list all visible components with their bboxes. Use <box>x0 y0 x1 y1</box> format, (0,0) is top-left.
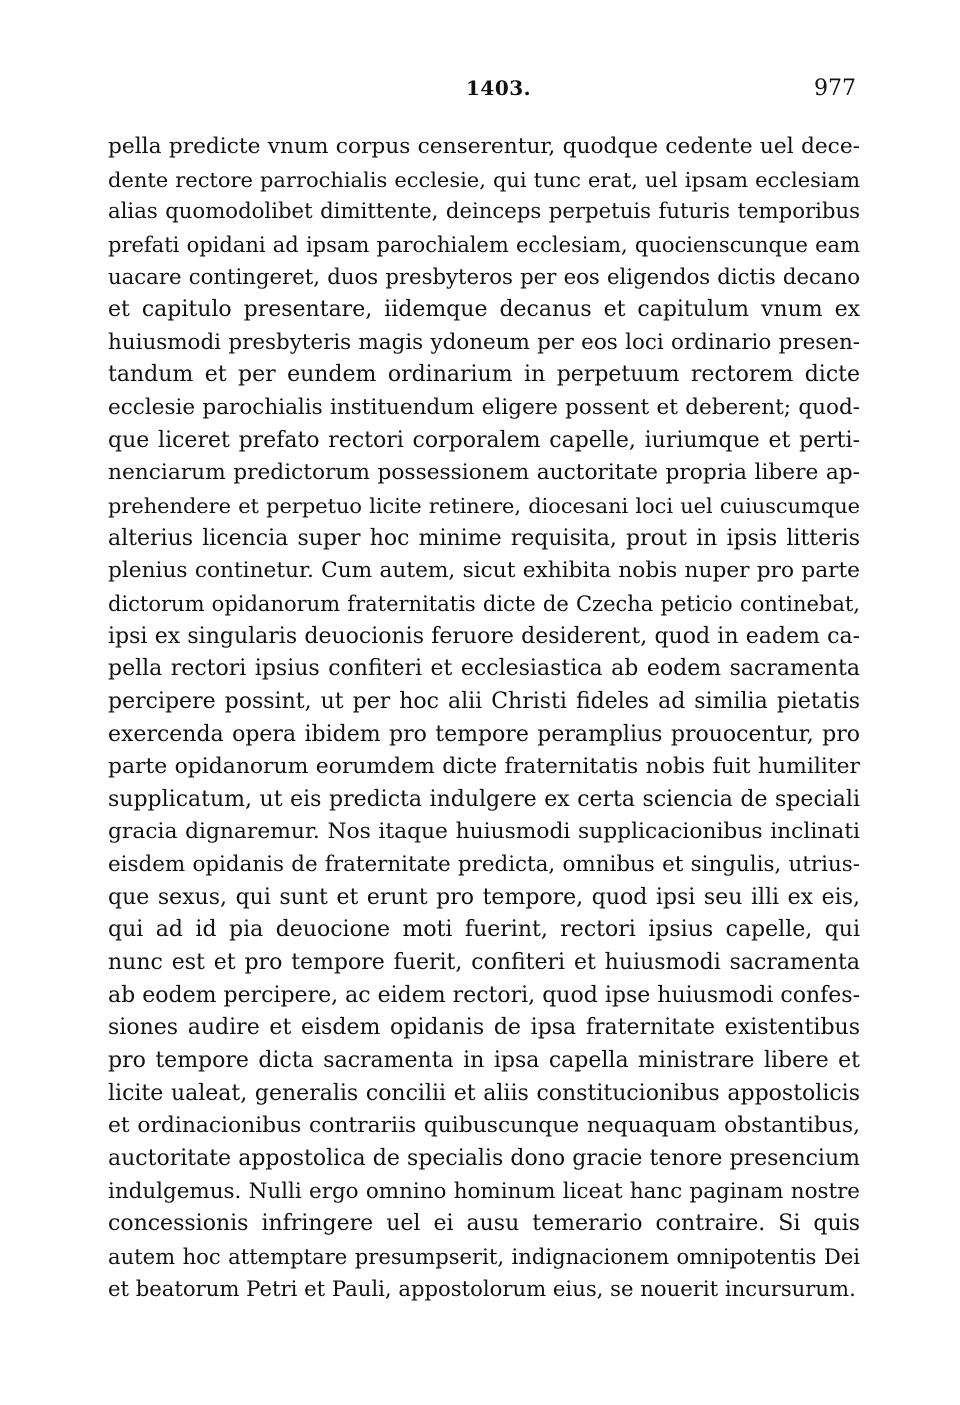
text-line: dente rectore parrochialis ecclesie, qui tunc erat, uel ipsam ecclesiam <box>108 167 860 192</box>
text-line: siones audire et eisdem opidanis de ipsa fraternitate existentibus <box>108 1015 860 1041</box>
text-line: alias quomodolibet dimittente, deinceps perpetuis futuris temporibus <box>108 199 860 225</box>
text-line: pella rectori ipsius confiteri et ecclesiastica ab eodem sacramenta <box>108 656 860 682</box>
text-line: dictorum opidanorum fraternitatis dicte de Czecha peticio continebat, <box>108 591 860 616</box>
text-line: ipsi ex singularis deuocionis feruore desiderent, quod in eadem ca- <box>108 623 860 649</box>
text-line: auctoritate appostolica de specialis dono gracie tenore presencium <box>108 1145 860 1171</box>
text-line: que liceret prefato rectori corporalem capelle, iuriumque et perti- <box>108 427 860 453</box>
text-line: ab eodem percipere, ac eidem rectori, quod ipse huiusmodi confes- <box>108 982 860 1008</box>
text-line: plenius continetur. Cum autem, sicut exhibita nobis nuper pro parte <box>108 558 860 584</box>
text-line: que sexus, qui sunt et erunt pro tempore, quod ipsi seu illi ex eis, <box>108 884 860 910</box>
text-line: alterius licencia super hoc minime requisita, prout in ipsis litteris <box>108 525 860 551</box>
text-line: autem hoc attemptare presumpserit, indignacionem omnipotentis Dei <box>108 1243 860 1269</box>
text-line: nenciarum predictorum possessionem auctoritate propria libere ap- <box>108 460 860 486</box>
text-line: ecclesie parochialis instituendum eligere possent et deberent; quod- <box>108 395 860 421</box>
text-line: concessionis infringere uel ei ausu temerario contraire. Si quis <box>108 1211 860 1237</box>
text-line: et capitulo presentare, iidemque decanus et capitulum vnum ex <box>108 297 860 323</box>
text-line: nunc est et pro tempore fuerit, confiteri et huiusmodi sacramenta <box>108 950 860 976</box>
text-line: pella predicte vnum corpus censerentur, quodque cedente uel dece- <box>108 134 860 159</box>
header-year: 1403. <box>466 76 532 100</box>
text-line: uacare contingeret, duos presbyteros per eos eligendos dictis decano <box>108 264 860 290</box>
text-line: parte opidanorum eorumdem dicte fraternitatis nobis fuit humiliter <box>108 754 860 780</box>
text-line: percipere possint, ut per hoc alii Christi fideles ad similia pietatis <box>108 688 860 714</box>
text-line: gracia dignaremur. Nos itaque huiusmodi supplicacionibus inclinati <box>108 819 860 845</box>
text-line: huiusmodi presbyteris magis ydoneum per eos loci ordinario presen- <box>108 329 860 355</box>
text-line: supplicatum, ut eis predicta indulgere ex certa sciencia de speciali <box>108 786 860 812</box>
text-line: exercenda opera ibidem pro tempore peramplius prouocentur, pro <box>108 721 860 747</box>
text-line: pro tempore dicta sacramenta in ipsa capella ministrare libere et <box>108 1047 860 1073</box>
text-line: prefati opidani ad ipsam parochialem ecclesiam, quocienscunque eam <box>108 232 860 257</box>
text-line: prehendere et perpetuo licite retinere, diocesani loci uel cuiuscumque <box>108 494 860 519</box>
text-line: qui ad id pia deuocione moti fuerint, rectori ipsius capelle, qui <box>108 917 860 943</box>
body-text <box>108 131 860 1306</box>
page-number: 977 <box>814 76 856 101</box>
text-line: indulgemus. Nulli ergo omnino hominum liceat hanc paginam nostre <box>108 1178 860 1204</box>
running-header <box>108 76 856 106</box>
text-line: et ordinacionibus contrariis quibuscunque nequaquam obstantibus, <box>108 1113 860 1139</box>
text-line: licite ualeat, generalis concilii et aliis constitucionibus appostolicis <box>108 1080 860 1106</box>
text-line: et beatorum Petri et Pauli, appostolorum eius, se nouerit incursurum. <box>108 1276 856 1302</box>
text-line: tandum et per eundem ordinarium in perpetuum rectorem dicte <box>108 362 860 388</box>
text-line: eisdem opidanis de fraternitate predicta, omnibus et singulis, utrius- <box>108 852 860 878</box>
